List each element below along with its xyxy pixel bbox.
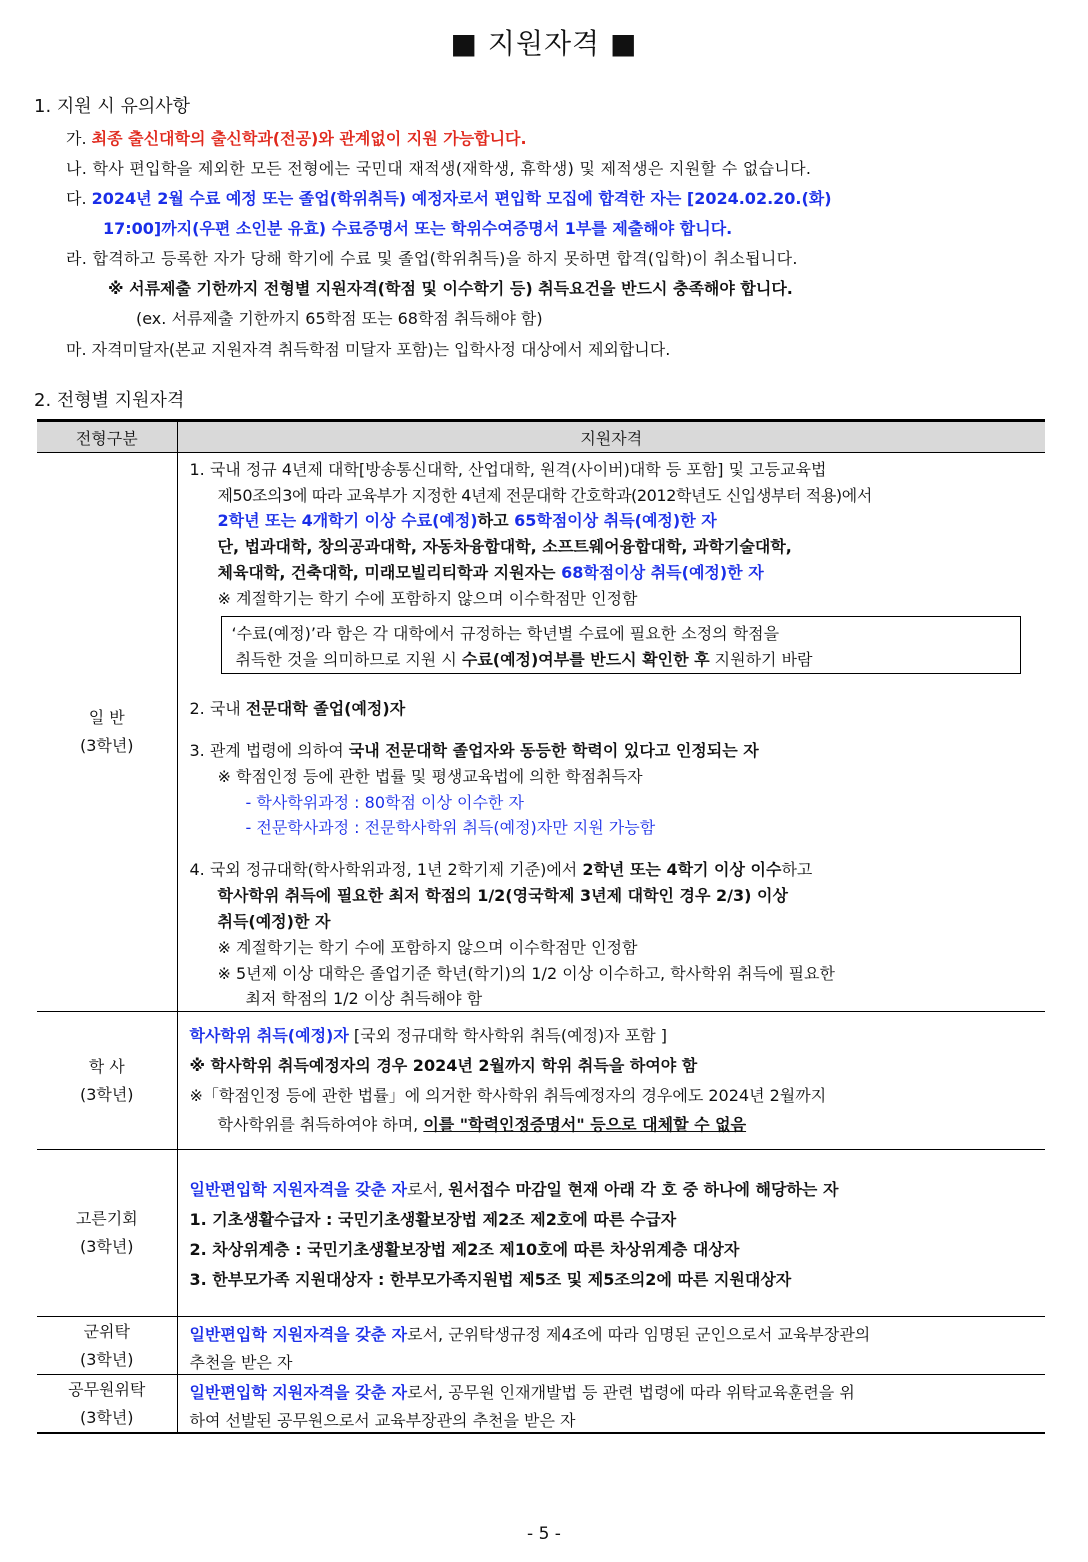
category-equal-opportunity: 고른기회 (3학년): [37, 1150, 177, 1317]
header-qualification: 지원자격: [177, 421, 1045, 453]
notice-note: ※ 서류제출 기한까지 전형별 지원자격(학점 및 이수학기 등) 취득요건을 반드시 충족해야 합니다.: [108, 279, 793, 298]
section2-heading: 2. 전형별 지원자격: [34, 390, 185, 411]
category-general: 일 반 (3학년): [37, 453, 177, 1012]
table-header-row: [37, 421, 1045, 453]
notice-da: 다. 2024년 2월 수료 예정 또는 졸업(학위취득) 예정자로서 편입학 모집에 합격한 자는 [2024.02.20.(화): [66, 189, 832, 208]
note-box: ‘수료(예정)’라 함은 각 대학에서 규정하는 학년별 수료에 필요한 소정의 학점을 취득한 것을 의미하므로 지원 시 수료(예정)여부를 반드시 확인한 후 지원하기 바람: [221, 616, 1021, 674]
notice-ga: 가. 최종 출신대학의 출신학과(전공)와 관계없이 지원 가능합니다.: [66, 129, 527, 148]
header-category: 전형구분: [37, 421, 177, 453]
general-qualification: 1. 국내 정규 4년제 대학[방송통신대학, 산업대학, 원격(사이버)대학 등 포함] 및 고등교육법 제50조의3에 따라 교육부가 지정한 4년제 전문대학 간호학과(2012학년도 신입생부터 적용)에서 2학년 또는 4개학기 이상 수료(예정)하고 65학점이상 취득(예정)한 자 단, 법과대학, 창의공과대학, 자동차융합대학, 소프트웨어융합대학, 과학기술대학, 체육대학, 건축대학, 미래모빌리티학과 지원자는 68학점이상 취득(예정)한 자 ※ 계절학기는 학기 수에 포함하지 않으며 이수학점만 인정함 ‘수료(예정)’라 함은 각 대학에서 규정하는 학년별 수료에 필요한 소정의 학점을 취득한 것을 의미하므로 지원 시 수료(예정)여부를 반드시 확인한 후 지원하기 바람 2. 국내 전문대학 졸업(예정)자 3. 관계 법령에 의하여 국내 전문대학 졸업자와 동등한 학력이 있다고 인정되는 자 ※ 학점인정 등에 관한 법률 및 평생교육법에 의한 학점취득자 - 학사학위과정 : 80학점 이상 이수한 자 - 전문학사과정 : 전문학사학위 취득(예정)자만 지원 가능함 4. 국외 정규대학(학사학위과정, 1년 2학기제 기준)에서 2학년 또는 4학기 이상 이수하고 학사학위 취득에 필요한 최저 학점의 1/2(영국학제 3년제 대학인 경우 2/3) 이상 취득(예정)한 자 ※ 계절학기는 학기 수에 포함하지 않으며 이수학점만 인정함 ※ 5년제 이상 대학은 졸업기준 학년(학기)의 1/2 이상 이수하고, 학사학위 취득에 필요한 최저 학점의 1/2 이상 취득해야 함: [177, 453, 1045, 1012]
category-bachelor: 학 사 (3학년): [37, 1012, 177, 1150]
notice-na: 나. 학사 편입학을 제외한 모든 전형에는 국민대 재적생(재학생, 휴학생) 및 제적생은 지원할 수 없습니다.: [66, 159, 812, 178]
page-title: ■ 지원자격 ■: [450, 27, 638, 60]
notice-ma: 마. 자격미달자(본교 지원자격 취득학점 미달자 포함)는 입학사정 대상에서 제외합니다.: [66, 340, 671, 359]
military-qualification: 일반편입학 지원자격을 갖춘 자로서, 군위탁생규정 제4조에 따라 임명된 군인으로서 교육부장관의 추천을 받은 자: [177, 1317, 1045, 1375]
table-row: [37, 1150, 1045, 1317]
notice-ra: 라. 합격하고 등록한 자가 당해 학기에 수료 및 졸업(학위취득)을 하지 못하면 합격(입학)이 취소됩니다.: [66, 249, 798, 268]
table-row: [37, 1375, 1045, 1434]
table-row: [37, 453, 1045, 1012]
table-row: [37, 1317, 1045, 1375]
civil-servant-qualification: 일반편입학 지원자격을 갖춘 자로서, 공무원 인재개발법 등 관련 법령에 따라 위탁교육훈련을 위 하여 선발된 공무원으로서 교육부장관의 추천을 받은 자: [177, 1375, 1045, 1434]
section1-heading: 1. 지원 시 유의사항: [34, 96, 191, 117]
page-number: - 5 -: [527, 1524, 561, 1544]
notice-example: (ex. 서류제출 기한까지 65학점 또는 68학점 취득해야 함): [136, 309, 543, 328]
category-military: 군위탁 (3학년): [37, 1317, 177, 1375]
qualification-table: [37, 419, 1045, 1434]
table-row: [37, 1012, 1045, 1150]
equal-opportunity-qualification: 일반편입학 지원자격을 갖춘 자로서, 원서접수 마감일 현재 아래 각 호 중 하나에 해당하는 자 1. 기초생활수급자 : 국민기초생활보장법 제2조 제2호에 따른 수급자 2. 차상위계층 : 국민기초생활보장법 제2조 제10호에 따른 차상위계층 대상자 3. 한부모가족 지원대상자 : 한부모가족지원법 제5조 및 제5조의2에 따른 지원대상자: [177, 1150, 1045, 1317]
bachelor-qualification: 학사학위 취득(예정)자 [국외 정규대학 학사학위 취득(예정)자 포함 ] ※ 학사학위 취득예정자의 경우 2024년 2월까지 학위 취득을 하여야 함 ※「학점인정 등에 관한 법률」에 의거한 학사학위 취득예정자의 경우에도 2024년 2월까지 학사학위를 취득하여야 하며, 이를 "학력인정증명서" 등으로 대체할 수 없음: [177, 1012, 1045, 1150]
category-civil-servant: 공무원위탁 (3학년): [37, 1375, 177, 1434]
notice-da-cont: 17:00]까지(우편 소인분 유효) 수료증명서 또는 학위수여증명서 1부를 제출해야 합니다.: [103, 219, 733, 238]
